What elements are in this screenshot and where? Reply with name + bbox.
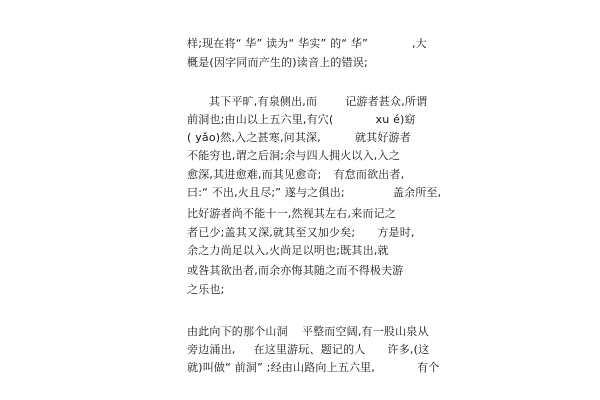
p2-line-6-text-a: 曰:“ 不出,火且尽;” 遂与之俱出; xyxy=(187,186,345,199)
p3-line-3-text-b: 有个 xyxy=(417,361,440,374)
p2-line-8-text-b: 方是时, xyxy=(377,226,415,239)
p2-line-7-text: 比好游者尚不能十一,然视其左右,来而记之 xyxy=(187,207,396,220)
p2-line-4 xyxy=(187,149,400,163)
p2-line-3-text-b: 就其好游者 xyxy=(354,131,411,144)
p3-line-1-text-a: 由此向下的那个山洞 xyxy=(187,325,288,338)
p3-line-1-text-c: ,有一股山泉从 xyxy=(357,325,429,338)
p3-line-3-text-a: 就)叫做“ 前洞” ;经由山路向上五六里, xyxy=(187,361,376,374)
p2-line-1-text-b: 记游者甚众,所谓 xyxy=(345,95,428,108)
p3-line-1 xyxy=(187,325,429,339)
p3-line-2 xyxy=(187,343,429,357)
p2-line-5-text-b: 有怠而欲出者, xyxy=(333,168,405,181)
p2-line-11-text: 之乐也; xyxy=(187,283,225,296)
p2-line-8 xyxy=(187,226,415,240)
p2-line-10 xyxy=(187,264,404,278)
p2-line-1-text-a: 其下平旷,有泉侧出,而 xyxy=(209,95,318,108)
p2-line-5 xyxy=(187,168,404,182)
p1-line-1-text-a: 样;现在将“ 华” 读为“ 华实” 的“ 华” xyxy=(187,37,368,50)
p2-line-11 xyxy=(187,283,225,297)
p2-line-10-text: 或咎其欲出者,而余亦悔其随之而不得极夫游 xyxy=(187,264,404,277)
p2-line-2-text-a: 前洞也;由山以上五六里,有穴( xyxy=(187,113,334,126)
p1-line-1 xyxy=(187,37,427,51)
p1-line-2-text: 概是(因字同而产生的)读音上的错误; xyxy=(187,56,368,69)
p3-line-3 xyxy=(187,361,440,375)
p3-line-1-text-b: 平整而空阔 xyxy=(301,325,358,338)
p2-line-2 xyxy=(187,113,416,127)
p2-line-7 xyxy=(187,207,396,221)
p2-line-2-text-b: xu é)窈 xyxy=(375,113,416,126)
p2-line-5-text-a: 愈深,其进愈难,而其见愈奇; xyxy=(187,168,322,181)
p2-line-4-text: 不能穷也,谓之后洞;余与四人拥火以入,入之 xyxy=(187,149,400,162)
p3-line-2-text-a: 旁边涌出, xyxy=(187,343,236,356)
p2-line-9-text: 余之力尚足以入,火尚足以明也;既其出,就 xyxy=(187,244,389,257)
p2-line-6-text-b: 盖余所至, xyxy=(392,186,442,199)
p2-line-6 xyxy=(187,186,441,200)
p2-line-9 xyxy=(187,244,389,258)
p2-line-3-text-a: ( yǎo)然,入之甚寒,问其深, xyxy=(187,131,321,144)
p1-line-1-text-b: ,大 xyxy=(411,37,427,50)
p3-line-2-text-c: 许多,(这 xyxy=(387,343,430,356)
p2-line-8-text-a: 者已少;盖其又深,就其至又加少矣; xyxy=(187,226,356,239)
p2-line-3 xyxy=(187,131,411,145)
p2-line-1 xyxy=(187,95,427,109)
p3-line-2-text-b: 在这里游玩、题记的人 xyxy=(253,343,366,356)
p1-line-2 xyxy=(187,56,368,70)
